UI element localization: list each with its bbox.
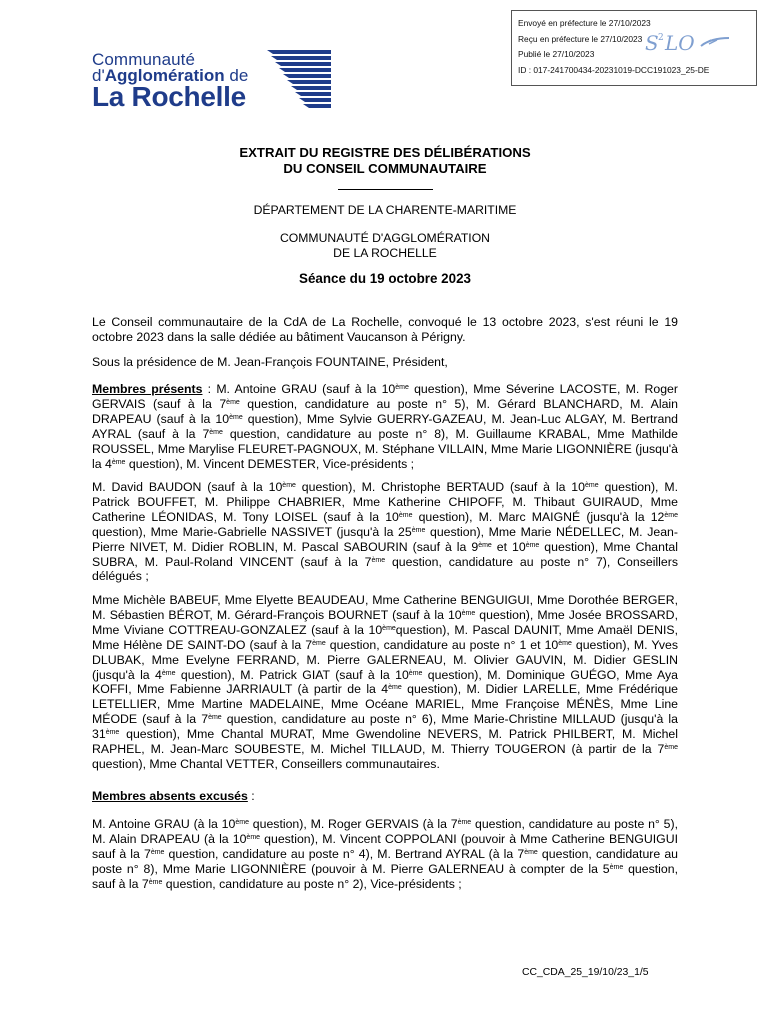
session-date: Séance du 19 octobre 2023 — [299, 271, 471, 286]
members-present-vice-presidents: Membres présents : M. Antoine GRAU (sauf à la 10ème question), Mme Séverine LACOSTE, M. Roger GERVAIS (sauf à la 7ème question, candidature au poste n° 5), M. Gérard BLANCHARD, M. Alain DRAPEAU (sauf à la 10ème question), Mme Sylvie GUERRY-GAZEAU, M. Jean-Luc ALGAY, M. Bertrand AYRAL (sauf à la 7ème question, candidature au poste n° 8), M. Guillaume KRABAL, Mme Mathilde ROUSSEL, Mme Marylise FLEURET-PAGNOUX, M. Stéphane VILLAIN, Mme Marie LIGONNIÈRE (jusqu'à la 4ème question), M. Vincent DEMESTER, Vice-présidents ; — [92, 382, 678, 471]
stamp-id: ID : 017-241700434-20231019-DCC191023_25-DE — [518, 64, 710, 75]
slo-signature-logo — [643, 28, 733, 58]
svg-text:S: S — [645, 31, 659, 55]
members-absent-list: M. Antoine GRAU (à la 10ème question), M. Roger GERVAIS (à la 7ème question, candidature au poste n° 5), M. Alain DRAPEAU (à la 10ème question), M. Vincent COPPOLANI (pouvoir à Mme Catherine BENGUIGUI sauf à la 7ème question, candidature au poste n° 4), M. Bertrand AYRAL (à la 7ème question, candidature au poste n° 8), Mme Marie LIGONNIÈRE (pouvoir à M. Pierre GALERNEAU à compter de la 5ème question, sauf à la 7ème question, candidature au poste n° 2), Vice-présidents ; — [92, 817, 678, 891]
logo-line-la-rochelle: La Rochelle — [92, 81, 246, 112]
intro-paragraph: Le Conseil communautaire de la CdA de La Rochelle, convoqué le 13 octobre 2023, s'est réuni le 19 octobre 2023 dans la salle dédiée au bâtiment Vaucanson à Périgny. — [92, 315, 678, 344]
svg-text:LO: LO — [665, 31, 695, 55]
title-line-1: EXTRAIT DU REGISTRE DES DÉLIBÉRATIONS — [239, 145, 531, 160]
presidency-line: Sous la présidence de M. Jean-François FOUNTAINE, Président, — [92, 355, 448, 369]
cda-la-rochelle-logo — [92, 50, 337, 112]
members-absent-heading: Membres absents excusés — [92, 789, 248, 803]
stamp-sent: Envoyé en préfecture le 27/10/2023 — [518, 18, 651, 28]
title-divider — [338, 189, 433, 190]
members-absent-heading-line: Membres absents excusés : — [92, 789, 255, 803]
department-line: DÉPARTEMENT DE LA CHARENTE-MARITIME — [253, 203, 517, 217]
community-line-2: DE LA ROCHELLE — [333, 246, 437, 260]
logo-line-communaute: Communauté — [92, 50, 196, 69]
stamp-received: Reçu en préfecture le 27/10/2023 — [518, 33, 643, 44]
logo-line-agglomeration: d'Agglomération de — [92, 66, 249, 85]
members-present-delegates: M. David BAUDON (sauf à la 10ème question), M. Christophe BERTAUD (sauf à la 10ème question), M. Patrick BOUFFET, M. Philippe CHABRIER, Mme Katherine CHIPOFF, M. Thibaut GUIRAUD, Mme Catherine LÉONIDAS, M. Tony LOISEL (sauf à la 10ème question), M. Marc MAIGNÉ (jusqu'à la 12ème question), Mme Marie-Gabrielle NASSIVET (jusqu'à la 25ème question), Mme Marie NÉDELLEC, M. Jean-Pierre NIVET, M. Didier ROBLIN, M. Pascal SABOURIN (sauf à la 9ème et 10ème question), Mme Chantal SUBRA, M. Paul-Roland VINCENT (sauf à la 7ème question, candidature au poste n° 7), Conseillers délégués ; — [92, 480, 678, 584]
members-present-heading: Membres présents — [92, 382, 203, 396]
svg-text:2: 2 — [658, 33, 664, 43]
stamp-published: Publié le 27/10/2023 — [518, 49, 595, 60]
community-line-1: COMMUNAUTÉ D'AGGLOMÉRATION — [280, 231, 490, 245]
page-reference: CC_CDA_25_19/10/23_1/5 — [522, 967, 649, 978]
logo-stripes-icon — [261, 50, 333, 112]
members-present-councillors: Mme Michèle BABEUF, Mme Elyette BEAUDEAU, Mme Catherine BENGUIGUI, Mme Dorothée BERGER, M. Sébastien BÉROT, M. Gérard-François BOURNET (sauf à la 10ème question), Mme Josée BROSSARD, Mme Viviane COTTREAU-GONZALEZ (sauf à la 10èmequestion), M. Pascal DAUNIT, Mme Amaël DENIS, Mme Hélène DE SAINT-DO (sauf à la 7ème question, candidature au poste n° 1 et 10ème question), M. Yves DLUBAK, Mme Evelyne FERRAND, M. Pierre GALERNEAU, M. Olivier GAUVIN, M. Didier GESLIN (jusqu'à la 4ème question), M. Patrick GIAT (sauf à la 10ème question), M. Dominique GUÉGO, Mme Aya KOFFI, Mme Fabienne JARRIAULT (à partir de la 4ème question), M. Didier LARELLE, Mme Frédérique LETELLIER, Mme Martine MADELAINE, Mme Océane MARIEL, Mme Françoise MÉNÈS, Mme Line MÉODE (sauf à la 7ème question, candidature au poste n° 6), Mme Marie-Christine MILLAUD (jusqu'à la 31ème question), Mme Chantal MURAT, Mme Gwendoline NEVERS, M. Patrick PHILBERT, M. Michel RAPHEL, M. Jean-Marc SOUBESTE, M. Michel TILLAUD, M. Thierry TOUGERON (à partir de la 7ème question), Mme Chantal VETTER, Conseillers communautaires. — [92, 593, 678, 771]
title-line-2: DU CONSEIL COMMUNAUTAIRE — [283, 161, 487, 176]
